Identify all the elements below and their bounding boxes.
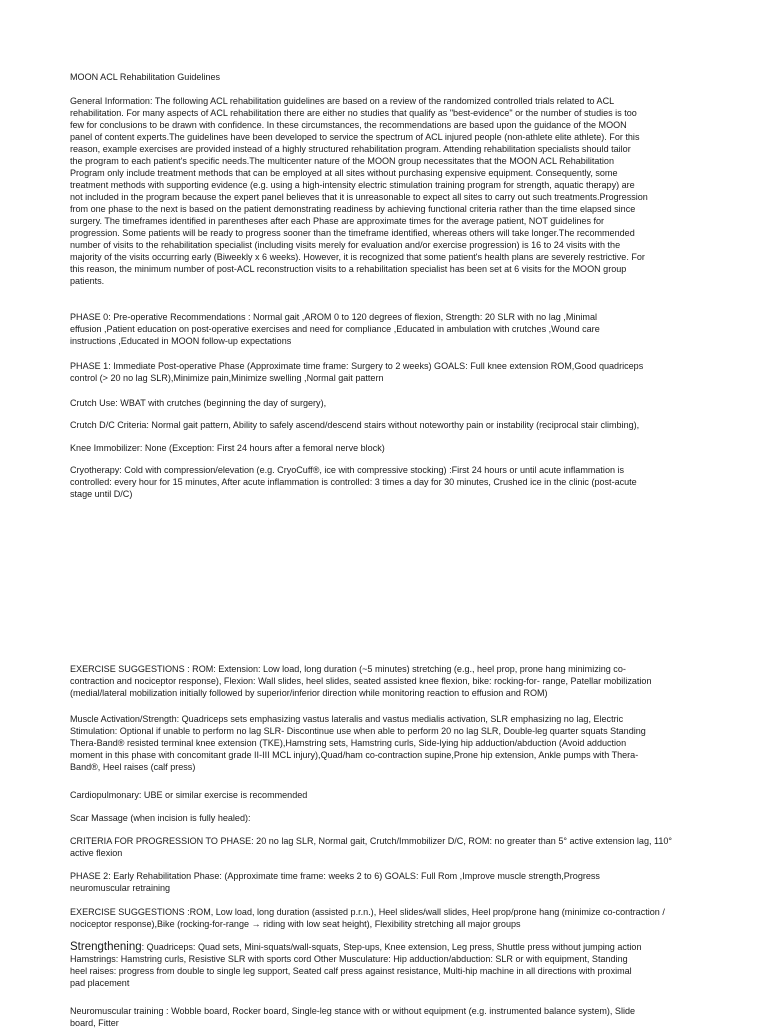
text-line — [70, 941, 698, 953]
text-line: neuromuscular retraining — [70, 883, 171, 893]
paragraph-strengthening — [70, 941, 698, 989]
paragraph-neuromuscular-training — [70, 1005, 698, 1029]
text-line: Program only include treatment methods that can be employed at all sites without purchasing expensive equipment. Consequently, some — [70, 168, 618, 178]
text-line: Scar Massage (when incision is fully healed): — [70, 813, 251, 823]
paragraph-phase-2 — [70, 870, 698, 894]
text-line: PHASE 1: Immediate Post-operative Phase (Approximate time frame: Surgery to 2 weeks) GOALS: Full knee extension ROM,Good quadriceps — [70, 361, 644, 371]
text-line: treatment methods with supporting evidence (e.g. using a high-intensity electric stimulation training program for strength, aquatic therapy) are — [70, 180, 635, 190]
text-line: board, Fitter — [70, 1018, 119, 1028]
text-line: instructions ,Educated in MOON follow-up expectations — [70, 336, 292, 346]
text-line: Neuromuscular training : Wobble board, Rocker board, Single-leg stance with or without equipment (e.g. instrumented balance system), Slide — [70, 1006, 636, 1016]
text-line: patients. — [70, 276, 105, 286]
text-line: surgery. The timeframes identified in parentheses after each Phase are approximate times for the average patient, NOT guidelines for — [70, 216, 605, 226]
text-line-rest: : Quadriceps: Quad sets, Mini-squats/wall-squats, Step-ups, Knee extension, Leg press, Shuttle press without jumping action — [141, 942, 642, 952]
paragraph-general-information — [70, 95, 698, 287]
text-line: control (> 20 no lag SLR),Minimize pain,Minimize swelling ,Normal gait pattern — [70, 373, 384, 383]
text-line: active flexion — [70, 848, 123, 858]
text-line: from one phase to the next is based on the patient demonstrating readiness by achieving functional criteria rather than the time elapsed since — [70, 204, 636, 214]
paragraph-phase-1 — [70, 360, 698, 384]
text-line: stage until D/C) — [70, 489, 133, 499]
text-line: Stimulation: Optional if unable to perform no lag SLR- Discontinue use when able to perform 20 no lag SLR, Double-leg quarter squats Standing — [70, 726, 646, 736]
text-line: not included in the program because the expert panel believes that it is unreasonable to expect all sites to carry out such treatments.Progression — [70, 192, 648, 202]
text-line: number of visits to the rehabilitation specialist (including visits merely for evaluation and/or exercise progression) is 16 to 24 visits with the — [70, 240, 621, 250]
text-line: Cryotherapy: Cold with compression/elevation (e.g. CryoCuff®, ice with compressive stocking) :First 24 hours or until acute inflammation is — [70, 465, 625, 475]
text-line: General Information: The following ACL rehabilitation guidelines are based on a review of the randomized controlled trials related to ACL — [70, 96, 615, 106]
text-line: Muscle Activation/Strength: Quadriceps sets emphasizing vastus lateralis and vastus medialis activation, SLR emphasizing no lag, Electric — [70, 714, 624, 724]
text-line: heel raises: progress from double to single leg support, Seated calf press against resistance, Multi-hip machine in all directions with proximal — [70, 966, 632, 976]
paragraph-phase-0 — [70, 311, 698, 347]
text-line: PHASE 0: Pre-operative Recommendations : Normal gait ,AROM 0 to 120 degrees of flexion, Strength: 20 SLR with no lag ,Minimal — [70, 312, 597, 322]
paragraph-knee-immobilizer — [70, 442, 698, 454]
text-line: pad placement — [70, 978, 130, 988]
paragraph-lead: Strengthening — [70, 941, 142, 953]
text-line: controlled: every hour for 15 minutes, After acute inflammation is controlled: 3 times a day for 30 minutes, Crushed ice in the clinic (post-acute — [70, 477, 637, 487]
paragraph-crutch-use — [70, 397, 698, 409]
text-line: Cardiopulmonary: UBE or similar exercise is recommended — [70, 790, 308, 800]
paragraph-cardiopulmonary — [70, 789, 698, 801]
text-line: progression. Some patients will be ready to progress sooner than the timeframe identified, whereas others will take longer.The recommended — [70, 228, 635, 238]
text-line: Knee Immobilizer: None (Exception: First 24 hours after a femoral nerve block) — [70, 443, 385, 453]
text-line: Band®, Heel raises (calf press) — [70, 762, 196, 772]
paragraph-exercise-suggestions-2 — [70, 906, 698, 930]
text-line: EXERCISE SUGGESTIONS :ROM, Low load, long duration (assisted p.r.n.), Heel slides/wall slides, Heel prop/prone hang (minimize co-contraction / — [70, 907, 665, 917]
text-line: Hamstrings: Hamstring curls, Resistive SLR with sports cord Other Musculature: Hip adduction/abduction: SLR or with equipment, Standing — [70, 954, 628, 964]
text-line: EXERCISE SUGGESTIONS : ROM: Extension: Low load, long duration (~5 minutes) stretching (e.g., heel prop, prone hang minimizing co- — [70, 664, 626, 674]
paragraph-scar-massage — [70, 812, 698, 824]
document-title: MOON ACL Rehabilitation Guidelines — [70, 72, 221, 82]
paragraph-exercise-suggestions-rom — [70, 663, 698, 699]
text-line: CRITERIA FOR PROGRESSION TO PHASE: 20 no lag SLR, Normal gait, Crutch/Immobilizer D/C, ROM: no greater than 5° active extension lag, 110° — [70, 836, 673, 846]
text-line: effusion ,Patient education on post-operative exercises and need for compliance ,Educated in ambulation with crutches ,Wound care — [70, 324, 600, 334]
text-line: this reason, the minimum number of post-ACL reconstruction visits to a rehabilitation specialist has been set at 6 visits for the MOON group — [70, 264, 627, 274]
text-line: few for conclusions to be drawn with confidence. In these circumstances, the recommendations are based upon the guidance of the MOON — [70, 120, 627, 130]
text-line: reason, example exercises are provided instead of a highly structured rehabilitation program. Attending rehabilitation specialists should tailor — [70, 144, 631, 154]
text-line: contraction and nociceptor response), Flexion: Wall slides, heel slides, seated assisted knee flexion, bike: rocking-for- range, Patellar mobilization — [70, 676, 652, 686]
text-line: panel of content experts.The guidelines have been developed to service the spectrum of ACL injured people (non-athlete elite athlete). For this — [70, 132, 640, 142]
paragraph-cryotherapy — [70, 464, 698, 500]
text-line: PHASE 2: Early Rehabilitation Phase: (Approximate time frame: weeks 2 to 6) GOALS: Full Rom ,Improve muscle strength,Progress — [70, 871, 600, 881]
text-line: the program to each patient's specific needs.The multicenter nature of the MOON group necessitates that the MOON ACL Rehabilitation — [70, 156, 614, 166]
text-line: majority of the visits occurring early (Biweekly x 6 weeks). However, it is recognized that some patient's health plans are severely restrictive. For — [70, 252, 645, 262]
paragraph-crutch-dc-criteria — [70, 419, 698, 431]
text-line: Thera-Band® resisted terminal knee extension (TKE),Hamstring sets, Hamstring curls, Side-lying hip adduction/abduction (Avoid adduction — [70, 738, 627, 748]
text-line: nociceptor response),Bike (rocking-for-range → riding with low seat height), Flexibility stretching all major groups — [70, 919, 521, 929]
text-line: rehabilitation. For many aspects of ACL rehabilitation there are either no studies that qualify as "best-evidence" or the number of studies is too — [70, 108, 637, 118]
text-line: Crutch D/C Criteria: Normal gait pattern, Ability to safely ascend/descend stairs without noteworthy pain or instability (reciprocal stair climbing), — [70, 420, 640, 430]
paragraph-criteria-progression — [70, 835, 698, 859]
text-line: moment in this phase with concomitant grade II-III MCL injury),Quad/ham co-contraction supine,Prone hip extension, Ankle pumps with Thera- — [70, 750, 639, 760]
text-line: Crutch Use: WBAT with crutches (beginning the day of surgery), — [70, 398, 327, 408]
paragraph-muscle-activation — [70, 713, 698, 773]
text-line: (medial/lateral mobilization initially followed by superior/inferior direction while monitoring reaction to effusion and ROM) — [70, 688, 548, 698]
